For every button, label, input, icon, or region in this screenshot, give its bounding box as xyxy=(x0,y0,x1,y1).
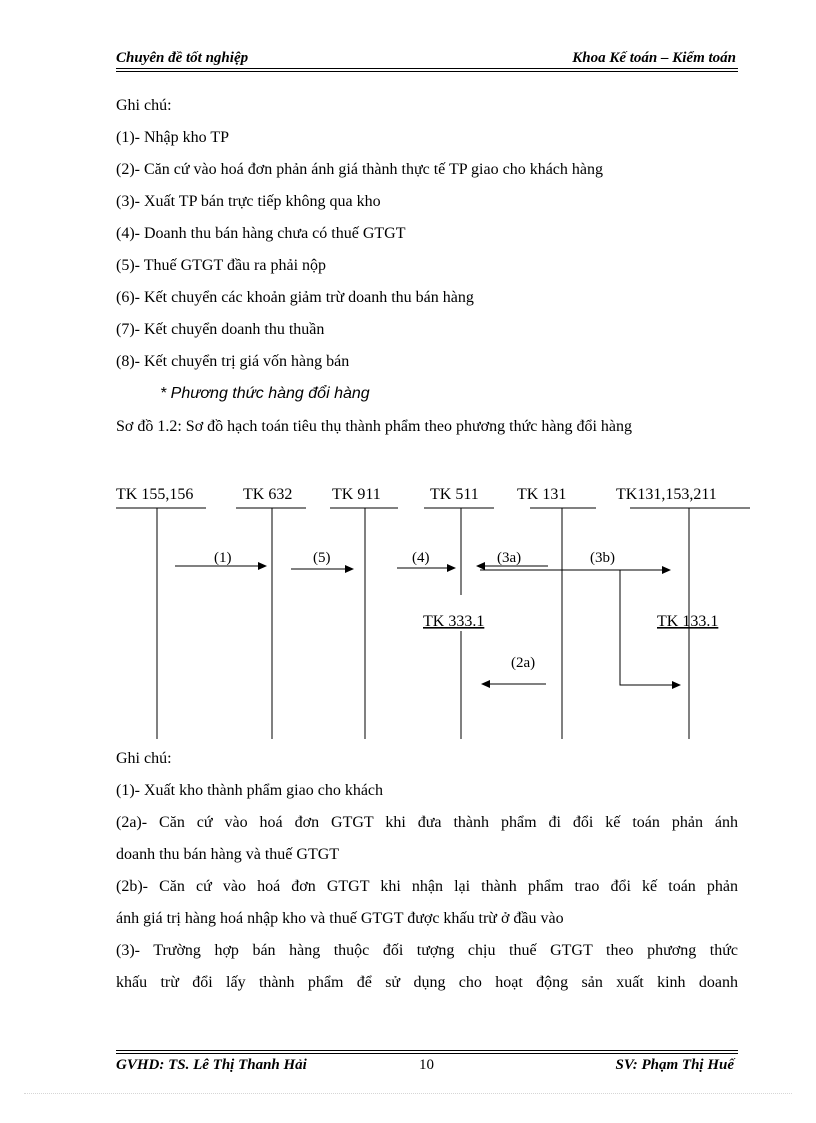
account-tk155-label: TK 155,156 xyxy=(116,486,194,503)
footer-rule-top xyxy=(116,1050,738,1051)
header-right: Khoa Kế toán – Kiểm toán xyxy=(572,50,736,66)
arrow-2a-label: (2a) xyxy=(511,655,536,671)
arrow-3b-label: (3b) xyxy=(590,550,615,566)
arrow-4-label: (4) xyxy=(412,550,430,566)
notes2-item-3-line2: khấu trừ đổi lấy thành phẩm để sử dụng cho hoạt động sản xuất kinh doanh xyxy=(116,974,738,991)
notes2-title: Ghi chú: xyxy=(116,750,172,767)
notes2-item-2b-line2: ánh giá trị hàng hoá nhập kho và thuế GTGT được khấu trừ ở đầu vào xyxy=(116,910,564,927)
page-bottom-border xyxy=(24,1093,792,1094)
account-tk632-label: TK 632 xyxy=(243,486,293,503)
notes1-item-2: (2)- Căn cứ vào hoá đơn phản ánh giá thành thực tế TP giao cho khách hàng xyxy=(116,161,603,178)
notes2-item-2a-line1: (2a)- Căn cứ vào hoá đơn GTGT khi đưa thành phẩm đi đổi kế toán phản ánh xyxy=(116,814,738,831)
notes1-item-7: (7)- Kết chuyển doanh thu thuần xyxy=(116,321,325,338)
page-number: 10 xyxy=(419,1057,434,1073)
footer-rule-bottom xyxy=(116,1053,738,1054)
notes1-item-4: (4)- Doanh thu bán hàng chưa có thuế GTGT xyxy=(116,225,406,242)
footer-instructor: GVHD: TS. Lê Thị Thanh Hải xyxy=(116,1057,307,1073)
notes1-item-8: (8)- Kết chuyển trị giá vốn hàng bán xyxy=(116,353,350,370)
footer-student: SV: Phạm Thị Huế xyxy=(615,1057,734,1073)
notes1-title: Ghi chú: xyxy=(116,97,172,114)
notes2-item-1: (1)- Xuất kho thành phẩm giao cho khách xyxy=(116,782,384,799)
arrow-3a-label: (3a) xyxy=(497,550,522,566)
notes1-item-1: (1)- Nhập kho TP xyxy=(116,129,230,146)
header-left: Chuyên đề tốt nghiệp xyxy=(116,50,249,66)
notes1-item-3: (3)- Xuất TP bán trực tiếp không qua kho xyxy=(116,193,381,210)
arrow-5-label: (5) xyxy=(313,550,331,566)
account-tk911-label: TK 911 xyxy=(332,486,381,503)
notes2-item-2a-line2: doanh thu bán hàng và thuế GTGT xyxy=(116,846,340,863)
notes2-item-3-line1: (3)- Trường hợp bán hàng thuộc đối tượng chịu thuế GTGT theo phương thức xyxy=(116,942,738,959)
account-tk511-label: TK 511 xyxy=(430,486,479,503)
diagram-caption: Sơ đồ 1.2: Sơ đồ hạch toán tiêu thụ thành phẩm theo phương thức hàng đổi hàng xyxy=(116,418,632,435)
account-tk3331-label: TK 333.1 xyxy=(423,613,485,630)
arrow-1-label: (1) xyxy=(214,550,232,566)
account-tk131153211-label: TK131,153,211 xyxy=(616,486,717,503)
notes1-item-6: (6)- Kết chuyển các khoản giảm trừ doanh thu bán hàng xyxy=(116,289,474,306)
method-heading: * Phương thức hàng đổi hàng xyxy=(160,385,370,402)
account-tk1331-label: TK 133.1 xyxy=(657,613,719,630)
account-tk131-label: TK 131 xyxy=(517,486,567,503)
notes1-item-5: (5)- Thuế GTGT đầu ra phải nộp xyxy=(116,257,327,274)
notes2-item-2b-line1: (2b)- Căn cứ vào hoá đơn GTGT khi nhận lại thành phẩm trao đổi kế toán phản xyxy=(116,878,738,895)
